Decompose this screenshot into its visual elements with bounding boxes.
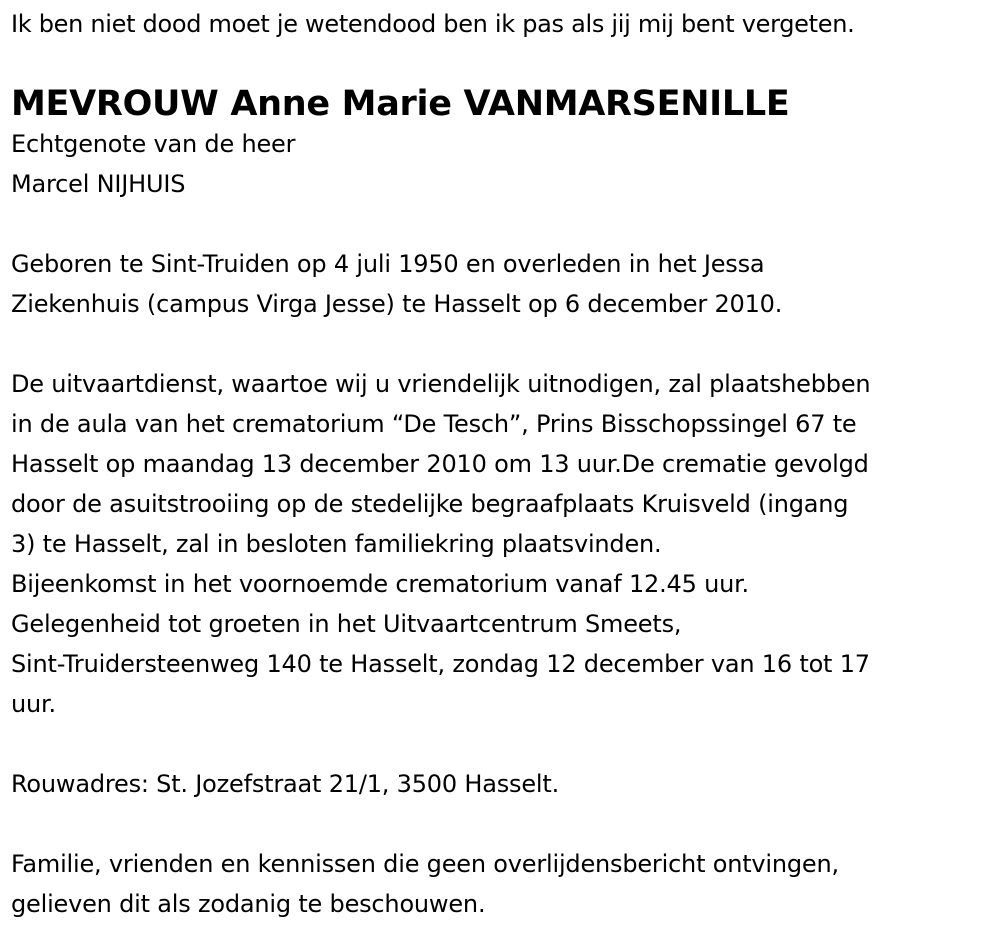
text-line: Sint-Truidersteenweg 140 te Hasselt, zondag 12 december van 16 tot 17 (11, 650, 870, 678)
memorial-quote: Ik ben niet dood moet je wetendood ben ik pas als jij mij bent vergeten. (11, 10, 855, 38)
mourning-address: Rouwadres: St. Jozefstraat 21/1, 3500 Hasselt. (11, 770, 559, 798)
spacer (11, 804, 996, 844)
text-line: door de asuitstrooiing op de stedelijke begraafplaats Kruisveld (ingang (11, 490, 849, 518)
deceased-name: MEVROUW Anne Marie VANMARSENILLE (11, 84, 790, 124)
closing-paragraph (11, 844, 996, 924)
text-line: Geboren te Sint-Truiden op 4 juli 1950 en overleden in het Jessa (11, 250, 765, 278)
text-line: gelieven dit als zodanig te beschouwen. (11, 890, 486, 918)
text-line: De uitvaartdienst, waartoe wij u vriendelijk uitnodigen, zal plaatshebben (11, 370, 871, 398)
text-line: Familie, vrienden en kennissen die geen overlijdensbericht ontvingen, (11, 850, 839, 878)
text-line: Hasselt op maandag 13 december 2010 om 13 uur.De crematie gevolgd (11, 450, 869, 478)
spouse-line-2: Marcel NIJHUIS (11, 170, 186, 198)
spouse-line-1: Echtgenote van de heer (11, 130, 296, 158)
spacer (11, 724, 996, 764)
text-line: 3) te Hasselt, zal in besloten familiekring plaatsvinden. (11, 530, 662, 558)
text-line: Bijeenkomst in het voornoemde crematorium vanaf 12.45 uur. (11, 570, 749, 598)
service-paragraph (11, 364, 996, 724)
obituary-notice (11, 4, 996, 924)
spacer (11, 324, 996, 364)
text-line: uur. (11, 690, 56, 718)
text-line: Gelegenheid tot groeten in het Uitvaartcentrum Smeets, (11, 610, 682, 638)
text-line: Ziekenhuis (campus Virga Jesse) te Hasselt op 6 december 2010. (11, 290, 783, 318)
birth-death-paragraph (11, 244, 996, 324)
spacer (11, 204, 996, 244)
text-line: in de aula van het crematorium “De Tesch”, Prins Bisschopssingel 67 te (11, 410, 857, 438)
